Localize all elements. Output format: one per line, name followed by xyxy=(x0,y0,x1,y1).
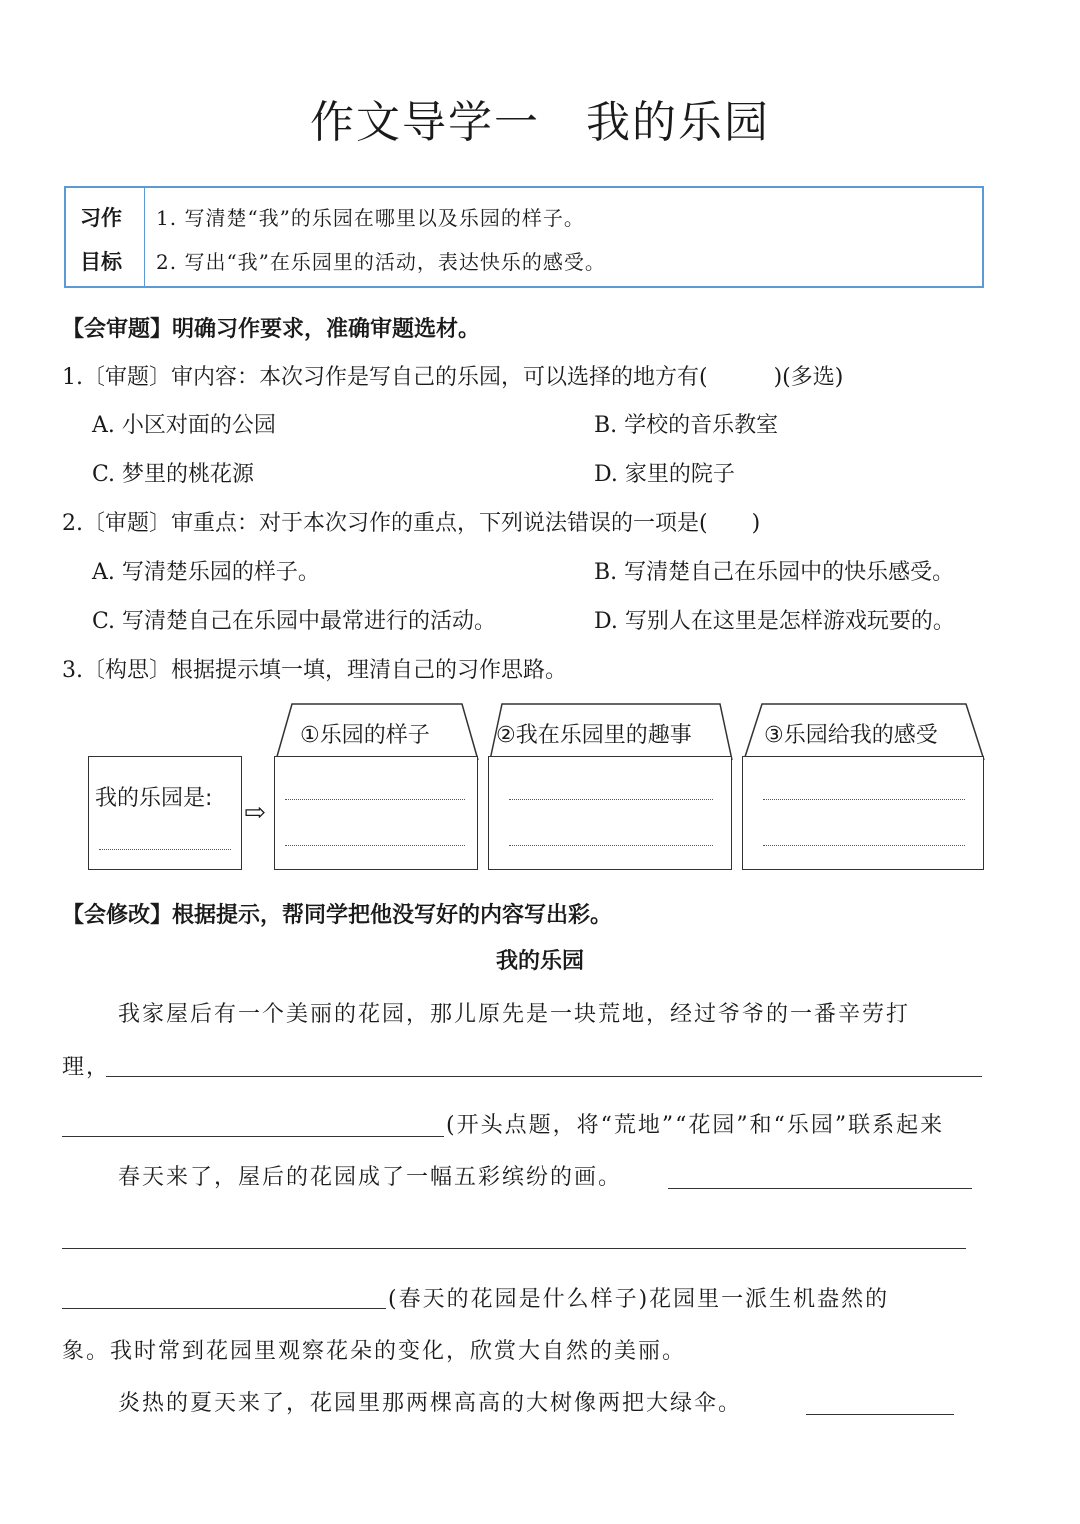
essay-paragraph: 炎热的夏天来了，花园里那两棵高高的大树像两把大绿伞。 xyxy=(118,1391,743,1416)
answer-line[interactable] xyxy=(106,1076,982,1077)
essay-text: 象。我时常到花园里观察花朵的变化，欣赏大自然的美丽。 xyxy=(62,1339,687,1364)
goal-item: 1. 写清楚“我”的乐园在哪里以及乐园的样子。 xyxy=(156,206,585,230)
answer-blank[interactable] xyxy=(509,799,713,800)
tab-feelings: ③乐园给我的感受 xyxy=(764,723,938,748)
section-review-heading: 【会审题】明确习作要求，准确审题选材。 xyxy=(62,317,481,342)
essay-title: 我的乐园 xyxy=(495,949,584,974)
goals-label xyxy=(66,188,145,286)
q1-option-b[interactable]: B. 学校的音乐教室 xyxy=(594,413,779,438)
q1-option-d[interactable]: D. 家里的院子 xyxy=(594,462,735,487)
q2-option-c[interactable]: C. 写清楚自己在乐园中最常进行的活动。 xyxy=(92,609,497,634)
answer-line[interactable] xyxy=(806,1414,954,1415)
q2-option-d[interactable]: D. 写别人在这里是怎样游戏玩要的。 xyxy=(594,609,955,634)
answer-blank[interactable] xyxy=(285,799,465,800)
essay-paragraph: 春天来了，屋后的花园成了一幅五彩缤纷的画。 xyxy=(118,1165,623,1190)
start-box xyxy=(88,756,242,870)
goals-label-line1: 习作 xyxy=(80,206,122,230)
essay-paragraph: 我家屋后有一个美丽的花园，那儿原先是一块荒地，经过爷爷的一番辛劳打 xyxy=(118,1002,911,1027)
essay-text: 理， xyxy=(62,1055,111,1080)
answer-line[interactable] xyxy=(62,1308,386,1309)
writing-goals-box xyxy=(64,186,984,288)
answer-blank[interactable] xyxy=(509,845,713,846)
answer-line[interactable] xyxy=(62,1136,444,1137)
answer-line[interactable] xyxy=(62,1248,966,1249)
essay-hint: (春天的花园是什么样子)花园里一派生机盎然的 xyxy=(388,1287,890,1312)
arrow-icon: ⇨ xyxy=(244,798,266,828)
question-3: 3.〔构思〕根据提示填一填，理清自己的习作思路。 xyxy=(62,658,567,683)
section-revise-heading: 【会修改】根据提示，帮同学把他没写好的内容写出彩。 xyxy=(62,903,613,928)
start-box-label: 我的乐园是: xyxy=(95,786,213,811)
q1-option-c[interactable]: C. 梦里的桃花源 xyxy=(92,462,255,487)
panel-scenery xyxy=(274,756,478,870)
essay-hint: (开头点题，将“荒地”“花园”和“乐园”联系起来 xyxy=(446,1113,945,1138)
goals-label-line2: 目标 xyxy=(80,250,122,274)
page-title: 作文导学一 我的乐园 xyxy=(310,97,770,148)
panel-feelings xyxy=(742,756,984,870)
answer-blank[interactable] xyxy=(763,845,965,846)
q2-option-a[interactable]: A. 写清楚乐园的样子。 xyxy=(92,560,320,585)
tab-fun-stories: ②我在乐园里的趣事 xyxy=(496,723,692,748)
panel-fun-stories xyxy=(488,756,732,870)
goal-item: 2. 写出“我”在乐园里的活动，表达快乐的感受。 xyxy=(156,250,606,274)
question-2: 2.〔审题〕审重点：对于本次习作的重点，下列说法错误的一项是( ) xyxy=(62,511,761,536)
answer-line[interactable] xyxy=(668,1188,972,1189)
answer-blank[interactable] xyxy=(285,845,465,846)
answer-blank[interactable] xyxy=(99,849,231,850)
question-1: 1.〔审题〕审内容：本次习作是写自己的乐园，可以选择的地方有( )(多选) xyxy=(62,365,844,390)
q1-option-a[interactable]: A. 小区对面的公园 xyxy=(92,413,276,438)
q2-option-b[interactable]: B. 写清楚自己在乐园中的快乐感受。 xyxy=(594,560,955,585)
answer-blank[interactable] xyxy=(763,799,965,800)
tab-scenery: ①乐园的样子 xyxy=(300,723,430,748)
